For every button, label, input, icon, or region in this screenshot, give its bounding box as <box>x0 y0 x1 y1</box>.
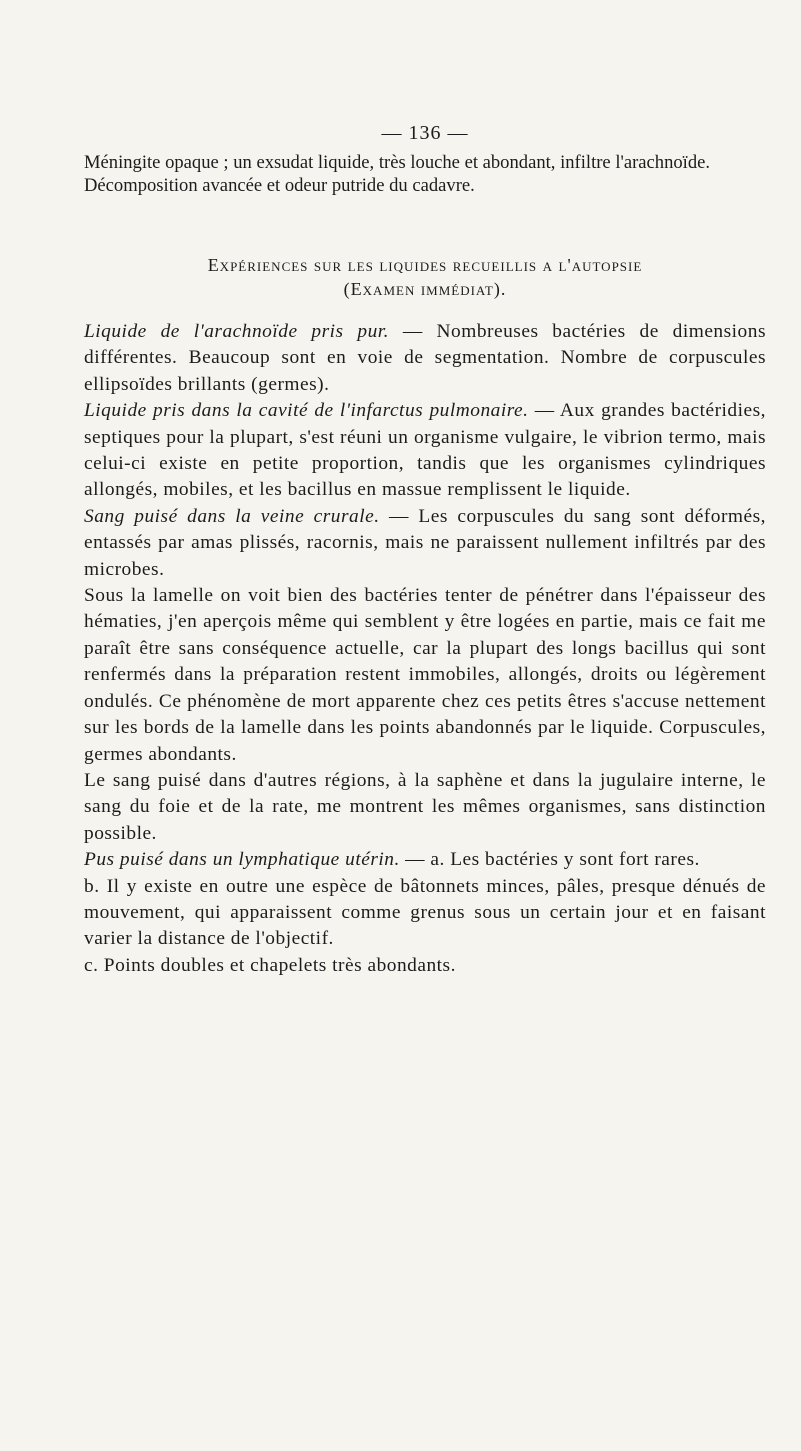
paragraph-item-b: b. Il y existe en outre une espèce de bâtonnets minces, pâles, presque dénués de mouvement, qui apparaissent comme grenus sous un certain jour et en faisant varier la distance de l'objectif. <box>84 875 766 950</box>
paragraph-text: — a. Les bactéries y sont fort rares. <box>399 849 700 871</box>
paragraph-heading: Pus puisé dans un lymphatique utérin. <box>84 849 400 871</box>
paragraph-text: — Les corpuscules du sang sont déformés, entassés par amas plissés, racornis, mais ne paraissent nullement infiltrés par des microbes. <box>84 505 766 580</box>
paragraph-other-regions: Le sang puisé dans d'autres régions, à la saphène et dans la jugulaire interne, le sang du foie et de la rate, me montrent les mêmes organismes, sans distinction possible. <box>84 769 766 844</box>
paragraph-heading: Liquide de l'arachnoïde pris pur. <box>84 321 390 342</box>
paragraph-pulmonary-infarct <box>84 398 766 504</box>
paragraph-heading: Liquide pris dans la cavité de l'infarctus pulmonaire. <box>84 400 529 422</box>
intro-line-decomposition: Décomposition avancée et odeur putride du cadavre. <box>84 175 475 196</box>
paragraph-item-c: c. Points doubles et chapelets très abondants. <box>84 954 456 976</box>
paragraph-uterine-lymphatic-pus <box>84 847 766 873</box>
section-title-line-2: (Examen immédiat). <box>343 279 507 299</box>
section-title <box>84 253 766 301</box>
document-page <box>84 122 766 979</box>
paragraph-arachnoid-liquid <box>84 319 766 398</box>
paragraph-heading: Sang puisé dans la veine crurale. <box>84 505 380 527</box>
paragraph-text: — Nombreuses bactéries de dimensions différentes. Beaucoup sont en voie de segmentation. Nombre de corpuscules ellipsoïdes brillants (germes). <box>84 321 766 395</box>
section-title-line-1: Expériences sur les liquides recueillis a l'autopsie <box>207 255 643 275</box>
paragraph-text: — Aux grandes bactéridies, septiques pour la plupart, s'est réuni un organisme vulgaire, le vibrion termo, mais celui-ci existe en petite proportion, tandis que les organismes cylindriques allongés, mobiles, et les bacillus en massue remplissent le liquide. <box>84 400 766 501</box>
page-number: — 136 — <box>381 122 469 144</box>
intro-block <box>84 151 766 197</box>
paragraph-crural-vein-blood <box>84 504 766 583</box>
intro-line-meningitis: Méningite opaque ; un exsudat liquide, très louche et abondant, infiltre l'arachnoïde. <box>84 152 711 173</box>
paragraph-lamella-observation: Sous la lamelle on voit bien des bactéries tenter de pénétrer dans l'épaisseur des hématies, j'en aperçois même qui semblent y être logées en partie, mais ce fait me paraît être sans conséquence actuelle, car la plupart des longs bacillus qui sont renfermés dans la préparation restent immobiles, allongés, droits ou légèrement ondulés. Ce phénomène de mort apparente chez ces petits êtres s'accuse nettement sur les bords de la lamelle dans les points abandonnés par le liquide. Corpuscules, germes abondants. <box>84 585 766 765</box>
body-text <box>84 319 766 979</box>
